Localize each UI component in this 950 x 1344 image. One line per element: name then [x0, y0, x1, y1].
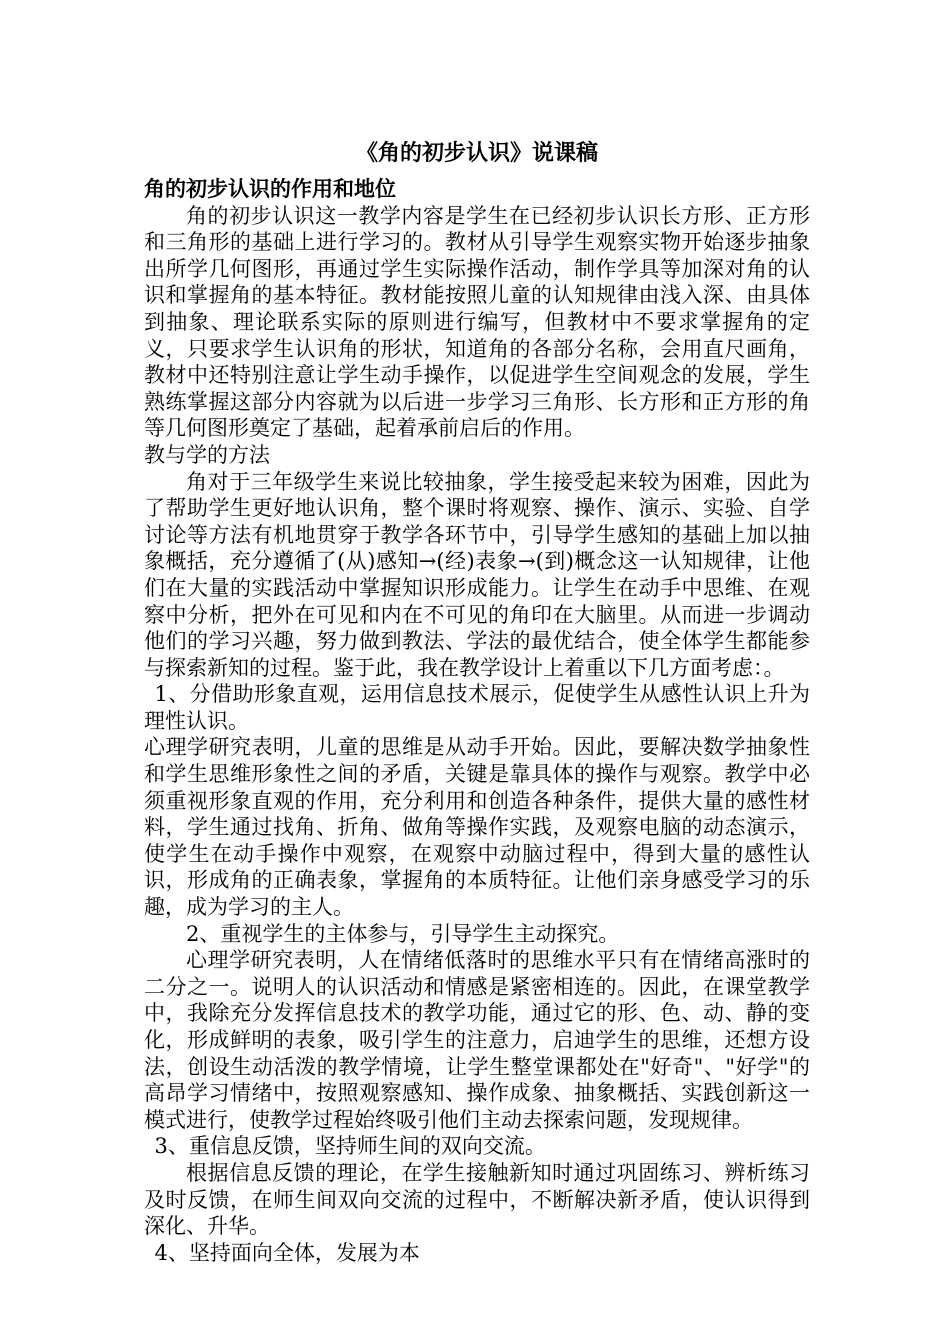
point-paragraph-2: 心理学研究表明，人在情绪低落时的思维水平只有在情绪高涨时的二分之一。说明人的认识活动和情感是紧密相连的。因此，在课堂教学中，我除充分发挥信息技术的教学功能，通过它的形、色、动、静的变化，形成鲜明的表象，吸引学生的注意力，启迪学生的思维，还想方设法，创设生动活泼的教学情境，让学生整堂课都处在"好奇"、"好学"的高昂学习情绪中，按照观察感知、操作成象、抽象概括、实践创新这一模式进行，使教学过程始终吸引他们主动去探索问题，发现规律。	[144, 948, 810, 1132]
paragraph-role: 角的初步认识这一教学内容是学生在已经初步认识长方形、正方形和三角形的基础上进行学习的。教材从引导学生观察实物开始逐步抽象出所学几何图形，再通过学生实际操作活动，制作学具等加深对角的认识和掌握角的基本特征。教材能按照儿童的认知规律由浅入深、由具体到抽象、理论联系实际的原则进行编写，但教材中不要求掌握角的定义，只要求学生认识角的形状，知道角的各部分名称，会用直尺画角，教材中还特别注意让学生动手操作，以促进学生空间观念的发展，学生熟练掌握这部分内容就为以后进一步学习三角形、长方形和正方形的角等几何图形奠定了基础，起着承前启后的作用。	[144, 203, 810, 441]
point-heading-3: 3、重信息反馈，坚持师生间的双向交流。	[154, 1134, 546, 1159]
point-heading-2: 2、重视学生的主体参与，引导学生主动探究。	[186, 921, 620, 946]
paragraph-methods: 角对于三年级学生来说比较抽象，学生接受起来较为困难，因此为了帮助学生更好地认识角，整个课时将观察、操作、演示、实验、自学讨论等方法有机地贯穿于教学各环节中，引导学生感知的基础上加以抽象概括，充分遵循了(从)感知→(经)表象→(到)概念这一认知规律，让他们在大量的实践活动中掌握知识形成能力。让学生在动手中思维、在观察中分析，把外在可见和内在不可见的角印在大脑里。从而进一步调动他们的学习兴趣，努力做到教法、学法的最优结合，使全体学生都能参与探索新知的过程。鉴于此，我在教学设计上着重以下几方面考虑：。	[144, 469, 810, 680]
section-heading-methods: 教与学的方法	[144, 442, 270, 467]
point-heading-4: 4、坚持面向全体，发展为本	[154, 1240, 420, 1265]
point-paragraph-3: 根据信息反馈的理论，在学生接触新知时通过巩固练习、辨析练习及时反馈，在师生间双向交流的过程中，不断解决新矛盾，使认识得到深化、升华。	[144, 1160, 810, 1239]
section-heading-role: 角的初步认识的作用和地位	[144, 176, 396, 201]
point-paragraph-1: 心理学研究表明，儿童的思维是从动手开始。因此，要解决数学抽象性和学生思维形象性之间的矛盾，关键是靠具体的操作与观察。教学中必须重视形象直观的作用，充分利用和创造各种条件，提供大量的感性材料，学生通过找角、折角、做角等操作实践，及观察电脑的动态演示，使学生在动手操作中观察，在观察中动脑过程中，得到大量的感性认识，形成角的正确表象，掌握角的本质特征。让他们亲身感受学习的乐趣，成为学习的主人。	[144, 735, 810, 920]
document-title: 《角的初步认识》说课稿	[355, 140, 598, 166]
point-heading-1: 1、分借助形象直观，运用信息技术展示，促使学生从感性认识上升为理性认识。	[144, 682, 810, 733]
document-page	[144, 130, 810, 1266]
